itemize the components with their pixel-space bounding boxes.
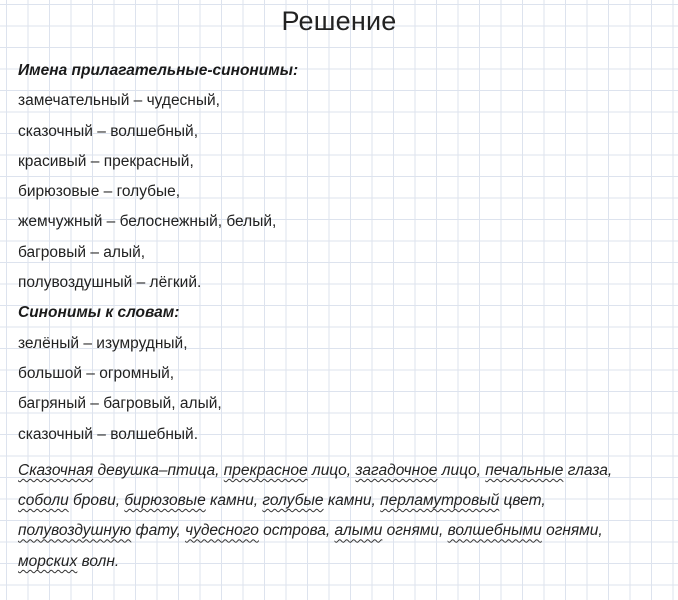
- underlined-word: голубые: [262, 492, 324, 510]
- section-heading-adjective-synonyms: Имена прилагательные-синонимы:: [18, 62, 299, 79]
- underlined-word: соболи: [18, 492, 69, 510]
- underlined-word: печальные: [485, 461, 564, 479]
- paragraph-text: фату,: [131, 522, 186, 540]
- paragraph-text: глаза,: [563, 461, 613, 479]
- synonym-line: полувоздушный – лёгкий.: [18, 274, 202, 292]
- synonym-line: красивый – прекрасный,: [18, 152, 194, 170]
- example-paragraph: [18, 456, 658, 577]
- solution-content: [18, 60, 658, 577]
- underlined-word: Сказочная: [18, 461, 94, 479]
- underlined-word: морских: [18, 552, 78, 570]
- synonym-line: жемчужный – белоснежный, белый,: [18, 213, 277, 231]
- synonym-line: сказочный – волшебный.: [18, 425, 199, 443]
- underlined-word: алыми: [334, 522, 383, 540]
- paragraph-text: лицо,: [307, 461, 356, 479]
- synonym-line: багряный – багровый, алый,: [18, 395, 222, 413]
- synonym-line: большой – огромный,: [18, 364, 175, 382]
- paragraph-text: огнями,: [541, 522, 603, 540]
- underlined-word: загадочное: [355, 461, 438, 479]
- synonym-line: багровый – алый,: [18, 243, 146, 261]
- paragraph-text: брови,: [68, 492, 125, 510]
- paragraph-text: девушка–птица,: [93, 461, 224, 479]
- synonym-line: зелёный – изумрудный,: [18, 334, 188, 352]
- paragraph-text: волн.: [77, 552, 120, 570]
- synonym-line: сказочный – волшебный,: [18, 122, 199, 140]
- paragraph-text: огнями,: [382, 522, 448, 540]
- paragraph-text: камни,: [205, 492, 263, 510]
- underlined-word: волшебными: [447, 522, 542, 540]
- underlined-word: полувоздушную: [18, 522, 132, 540]
- paragraph-text: острова,: [258, 522, 335, 540]
- paragraph-text: цвет,: [499, 492, 546, 510]
- synonym-line: замечательный – чудесный,: [18, 92, 220, 110]
- underlined-word: чудесного: [185, 522, 259, 540]
- underlined-word: прекрасное: [223, 461, 308, 479]
- paragraph-text: камни,: [323, 492, 381, 510]
- page-title: Решение: [281, 6, 397, 36]
- paragraph-text: лицо,: [437, 461, 486, 479]
- underlined-word: перламутровый: [380, 492, 500, 510]
- underlined-word: бирюзовые: [124, 492, 206, 510]
- section-heading-word-synonyms: Синонимы к словам:: [18, 304, 180, 322]
- synonym-line: бирюзовые – голубые,: [18, 183, 181, 201]
